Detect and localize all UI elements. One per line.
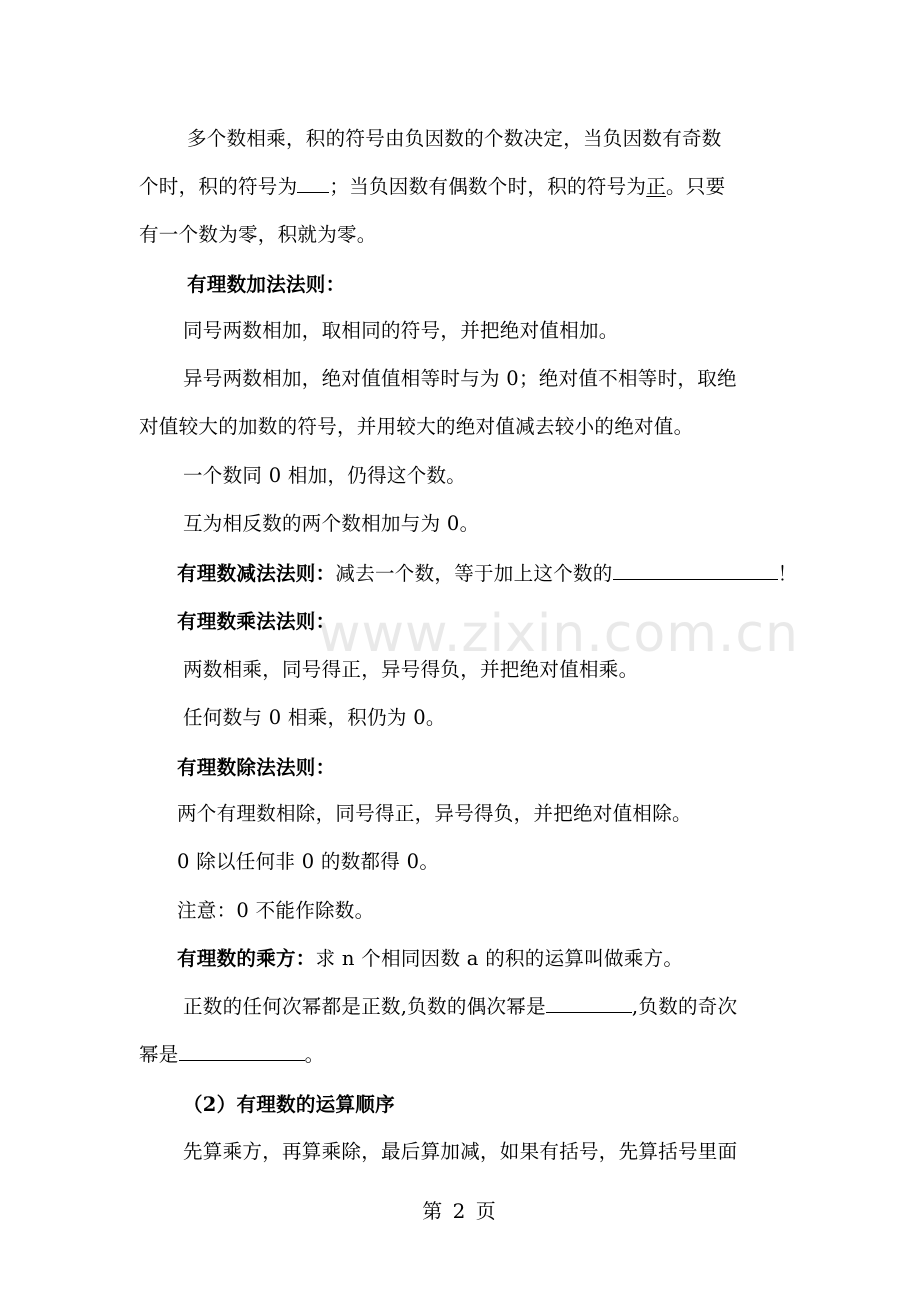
text-segment: 正数的任何次幂都是正数,负数的偶次幂是	[183, 995, 546, 1018]
subtraction-rule-text: 减去一个数，等于加上这个数的	[335, 562, 613, 585]
heading-multiplication-rules: 有理数乘法法则：	[177, 610, 336, 633]
text-segment: ！	[777, 562, 798, 585]
page-number: 第 2 页	[422, 1199, 498, 1223]
paragraph-product-sign-line3: 有一个数为零，积就为零。	[139, 223, 377, 246]
power-definition	[177, 946, 683, 972]
text-segment: 幂是	[139, 1043, 179, 1066]
heading-power: 有理数的乘方：	[177, 947, 316, 970]
underlined-answer: 正	[646, 175, 667, 198]
paragraph-product-sign-line1: 多个数相乘，积的符号由负因数的个数决定，当负因数有奇数	[187, 127, 722, 150]
multiplication-rule-signs: 两数相乘，同号得正，异号得负，并把绝对值相乘。	[183, 658, 639, 681]
text-segment: 。	[304, 1043, 325, 1066]
order-of-operations-text: 先算乘方，再算乘除，最后算加减，如果有括号，先算括号里面	[183, 1140, 738, 1163]
subtraction-rule	[177, 561, 797, 587]
text-segment: 。只要	[666, 175, 726, 198]
fill-blank	[179, 1042, 305, 1061]
heading-addition-rules: 有理数加法法则：	[187, 273, 346, 296]
division-note: 注意：0 不能作除数。	[177, 899, 375, 922]
division-rule-signs: 两个有理数相除，同号得正，异号得负，并把绝对值相除。	[177, 802, 692, 825]
fill-blank	[546, 994, 632, 1013]
heading-order-of-operations: （2）有理数的运算顺序	[183, 1093, 395, 1116]
watermark: www.zixin.com.cn	[318, 604, 799, 664]
addition-rule-zero: 一个数同 0 相加，仍得这个数。	[183, 464, 467, 487]
power-definition-text: 求 n 个相同因数 a 的积的运算叫做乘方。	[315, 947, 684, 970]
division-rule-zero-dividend: 0 除以任何非 0 的数都得 0。	[177, 850, 440, 873]
addition-rule-same-sign: 同号两数相加，取相同的符号，并把绝对值相加。	[183, 319, 619, 342]
power-sign-rule-line1	[183, 994, 737, 1020]
fill-blank	[613, 561, 778, 580]
text-segment: ；当负因数有偶数个时，积的符号为	[329, 175, 647, 198]
addition-rule-opposites: 互为相反数的两个数相加与为 0。	[183, 512, 480, 535]
heading-subtraction-rules: 有理数减法法则：	[177, 562, 336, 585]
heading-division-rules: 有理数除法法则：	[177, 756, 336, 779]
multiplication-rule-zero: 任何数与 0 相乘，积仍为 0。	[183, 706, 446, 729]
text-segment: 个时，积的符号为	[139, 175, 298, 198]
paragraph-product-sign-line2	[139, 174, 725, 200]
addition-rule-opposite-sign-line2: 对值较大的加数的符号，并用较大的绝对值减去较小的绝对值。	[139, 415, 694, 438]
power-sign-rule-line2	[139, 1042, 324, 1068]
fill-blank	[297, 174, 329, 193]
text-segment: ,负数的奇次	[631, 995, 738, 1018]
addition-rule-opposite-sign-line1: 异号两数相加，绝对值值相等时与为 0；绝对值不相等时，取绝	[183, 367, 737, 390]
